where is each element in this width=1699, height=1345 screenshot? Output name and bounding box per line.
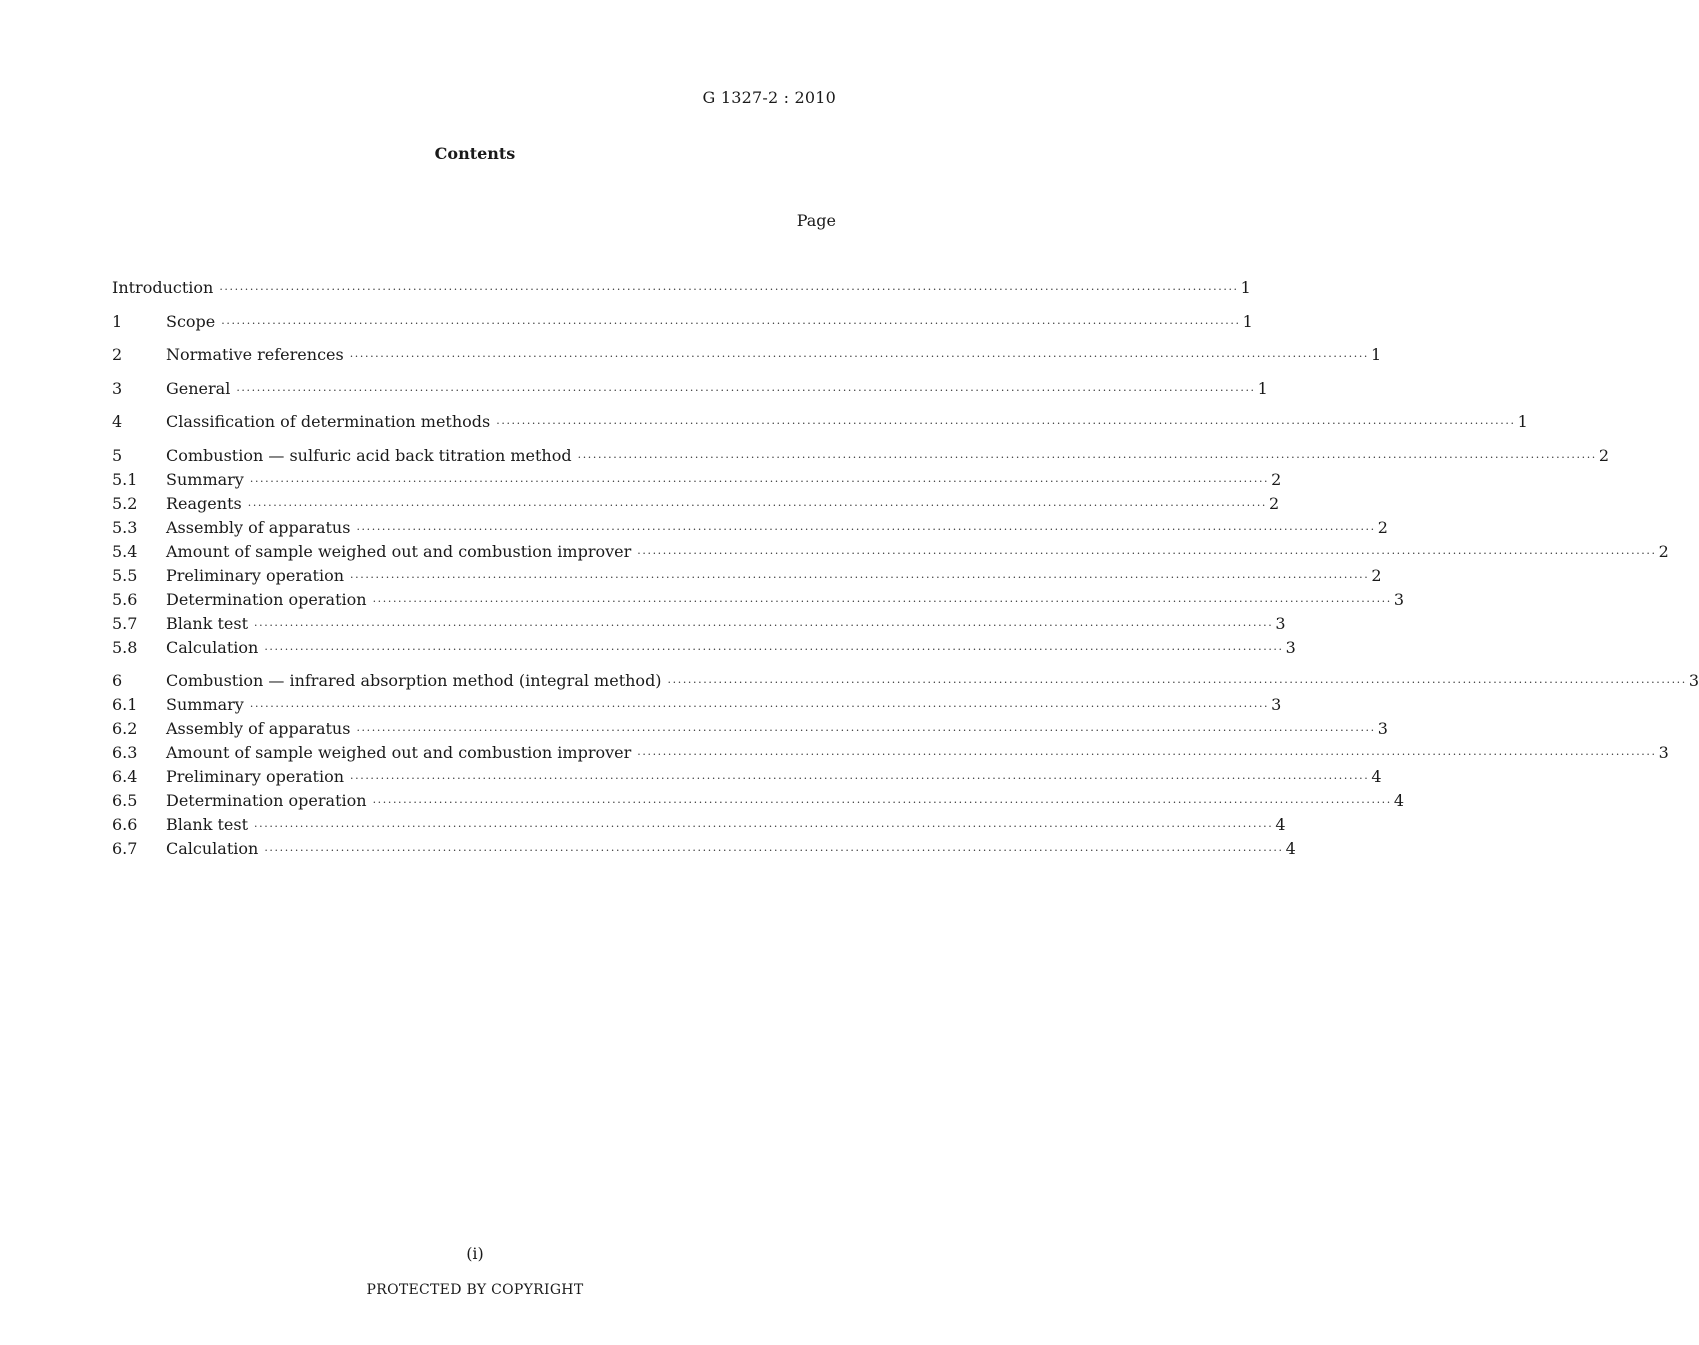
toc-entry-title: Reagents — [166, 493, 242, 513]
toc-entry-title: Summary — [166, 695, 244, 714]
toc-entry-number: 2 — [112, 345, 123, 364]
toc-dot-leader: ········································································································································································································ — [219, 283, 1239, 296]
toc-entry-number: 1 — [112, 311, 123, 331]
toc-entry-title: Calculation — [166, 839, 259, 858]
toc-entry — [112, 669, 1699, 693]
toc-dot-leader: ········································································································································································································ — [349, 350, 1370, 363]
toc-entry — [112, 343, 1382, 367]
toc-entry-number: 5.2 — [112, 493, 138, 513]
toc-entry — [112, 492, 1280, 516]
toc-entry-page: 4 — [1275, 815, 1286, 834]
page-folio: (i) — [466, 1244, 484, 1263]
toc-dot-leader: ········································································································································································································ — [221, 316, 1241, 330]
toc-entry-number: 6.6 — [112, 815, 138, 834]
toc-entry — [112, 837, 1296, 861]
toc-entry-title: Scope — [166, 311, 216, 331]
toc-entry-number: 6.3 — [112, 743, 138, 762]
toc-entry-number: 6.7 — [112, 839, 138, 858]
toc-entry-number: 5.8 — [112, 637, 138, 657]
table-of-contents — [112, 276, 1699, 861]
toc-entry-page: 2 — [1271, 469, 1282, 489]
toc-entry — [112, 612, 1286, 636]
toc-entry — [112, 540, 1669, 564]
toc-entry-title: Assembly of apparatus — [166, 517, 351, 537]
toc-entry — [112, 377, 1268, 401]
toc-entry-title: Combustion — sulfuric acid back titration method — [166, 445, 572, 465]
toc-entry-number: 5 — [112, 445, 123, 465]
toc-entry-number: 5.6 — [112, 589, 138, 609]
toc-entry-number: 6.2 — [112, 719, 138, 738]
toc-entry-title: Preliminary operation — [166, 767, 345, 786]
page-column-label: Page — [796, 211, 836, 230]
toc-entry — [112, 636, 1296, 660]
toc-entry-number: 6.4 — [112, 767, 138, 786]
toc-dot-leader: ········································································································································································································ — [249, 700, 1270, 713]
document-id: G 1327-2 : 2010 — [702, 88, 836, 107]
toc-entry — [112, 765, 1382, 789]
toc-entry — [112, 468, 1282, 492]
toc-dot-leader: ········································································································································································································ — [264, 844, 1284, 857]
toc-entry-page: 4 — [1285, 839, 1296, 858]
toc-dot-leader: ········································································································································································································ — [247, 498, 1268, 512]
toc-dot-leader: ········································································································································································································ — [356, 522, 1376, 536]
toc-dot-leader: ········································································································································································································ — [264, 642, 1284, 656]
toc-entry-title: Summary — [166, 469, 244, 489]
toc-entry-page: 2 — [1598, 445, 1610, 465]
toc-entry-number: 5.3 — [112, 517, 138, 537]
toc-entry-page: 1 — [1257, 378, 1268, 398]
toc-entry-number: 5.7 — [112, 613, 138, 633]
toc-entry-page: 3 — [1688, 671, 1699, 690]
toc-dot-leader: ········································································································································································································ — [637, 546, 1657, 560]
copyright-notice: PROTECTED BY COPYRIGHT — [366, 1282, 584, 1298]
toc-entry — [112, 310, 1253, 334]
toc-dot-leader: ········································································································································································································ — [350, 570, 1370, 584]
toc-entry-page: 1 — [1242, 311, 1253, 331]
toc-entry-page: 4 — [1371, 767, 1382, 786]
toc-entry — [112, 410, 1528, 434]
toc-entry — [112, 789, 1405, 813]
toc-dot-leader: ········································································································································································································ — [637, 748, 1657, 761]
toc-entry — [112, 741, 1669, 765]
toc-entry-page: 1 — [1371, 345, 1382, 364]
toc-dot-leader: ········································································································································································································ — [249, 474, 1270, 488]
toc-entry-title: Determination operation — [166, 791, 367, 810]
toc-entry-number: 6 — [112, 671, 123, 690]
toc-entry-title: Calculation — [166, 637, 259, 657]
toc-entry-page: 3 — [1285, 637, 1296, 657]
toc-entry-title: Preliminary operation — [166, 565, 345, 585]
toc-entry — [112, 564, 1382, 588]
toc-entry-page: 2 — [1269, 493, 1280, 513]
toc-dot-leader: ········································································································································································································ — [496, 417, 1516, 430]
toc-entry-page: 4 — [1393, 791, 1405, 810]
toc-dot-leader: ········································································································································································································ — [350, 772, 1370, 785]
toc-entry — [112, 516, 1388, 540]
toc-entry-title: Blank test — [166, 613, 249, 633]
toc-entry — [112, 588, 1405, 612]
contents-title: Contents — [434, 144, 516, 163]
toc-entry-page: 3 — [1393, 589, 1405, 609]
toc-entry-number: 6.1 — [112, 695, 138, 714]
toc-entry-page: 2 — [1377, 517, 1388, 537]
toc-entry-title: Introduction — [112, 278, 214, 297]
toc-entry — [112, 276, 1251, 300]
toc-entry-number: 6.5 — [112, 791, 138, 810]
toc-entry-page: 3 — [1275, 613, 1286, 633]
toc-entry-page: 2 — [1371, 565, 1382, 585]
toc-dot-leader: ········································································································································································································ — [254, 820, 1274, 833]
toc-dot-leader: ········································································································································································································ — [372, 796, 1392, 809]
toc-entry-title: Amount of sample weighed out and combustion improver — [166, 541, 632, 561]
toc-entry — [112, 444, 1610, 468]
toc-dot-leader: ········································································································································································································ — [577, 450, 1597, 464]
toc-dot-leader: ········································································································································································································ — [356, 724, 1376, 737]
toc-entry-title: General — [166, 378, 231, 398]
toc-entry-title: Combustion — infrared absorption method (integral method) — [166, 671, 662, 690]
toc-entry — [112, 717, 1388, 741]
toc-entry — [112, 693, 1282, 717]
toc-entry-number: 3 — [112, 378, 123, 398]
toc-entry-number: 5.1 — [112, 469, 138, 489]
toc-entry-number: 5.5 — [112, 565, 138, 585]
toc-entry-title: Assembly of apparatus — [166, 719, 351, 738]
toc-entry-page: 2 — [1658, 541, 1669, 561]
toc-entry-number: 4 — [112, 412, 123, 431]
toc-entry — [112, 813, 1286, 837]
toc-entry-page: 3 — [1658, 743, 1669, 762]
toc-dot-leader: ········································································································································································································ — [254, 618, 1274, 632]
toc-entry-title: Determination operation — [166, 589, 367, 609]
toc-entry-title: Classification of determination methods — [166, 412, 491, 431]
toc-entry-title: Blank test — [166, 815, 249, 834]
toc-entry-number: 5.4 — [112, 541, 138, 561]
toc-dot-leader: ········································································································································································································ — [667, 676, 1687, 689]
toc-entry-page: 3 — [1271, 695, 1282, 714]
toc-entry-title: Amount of sample weighed out and combustion improver — [166, 743, 632, 762]
toc-dot-leader: ········································································································································································································ — [372, 594, 1392, 608]
toc-entry-page: 1 — [1240, 278, 1251, 297]
toc-entry-title: Normative references — [166, 345, 344, 364]
toc-dot-leader: ········································································································································································································ — [236, 383, 1256, 397]
toc-entry-page: 1 — [1517, 412, 1528, 431]
toc-entry-page: 3 — [1377, 719, 1388, 738]
